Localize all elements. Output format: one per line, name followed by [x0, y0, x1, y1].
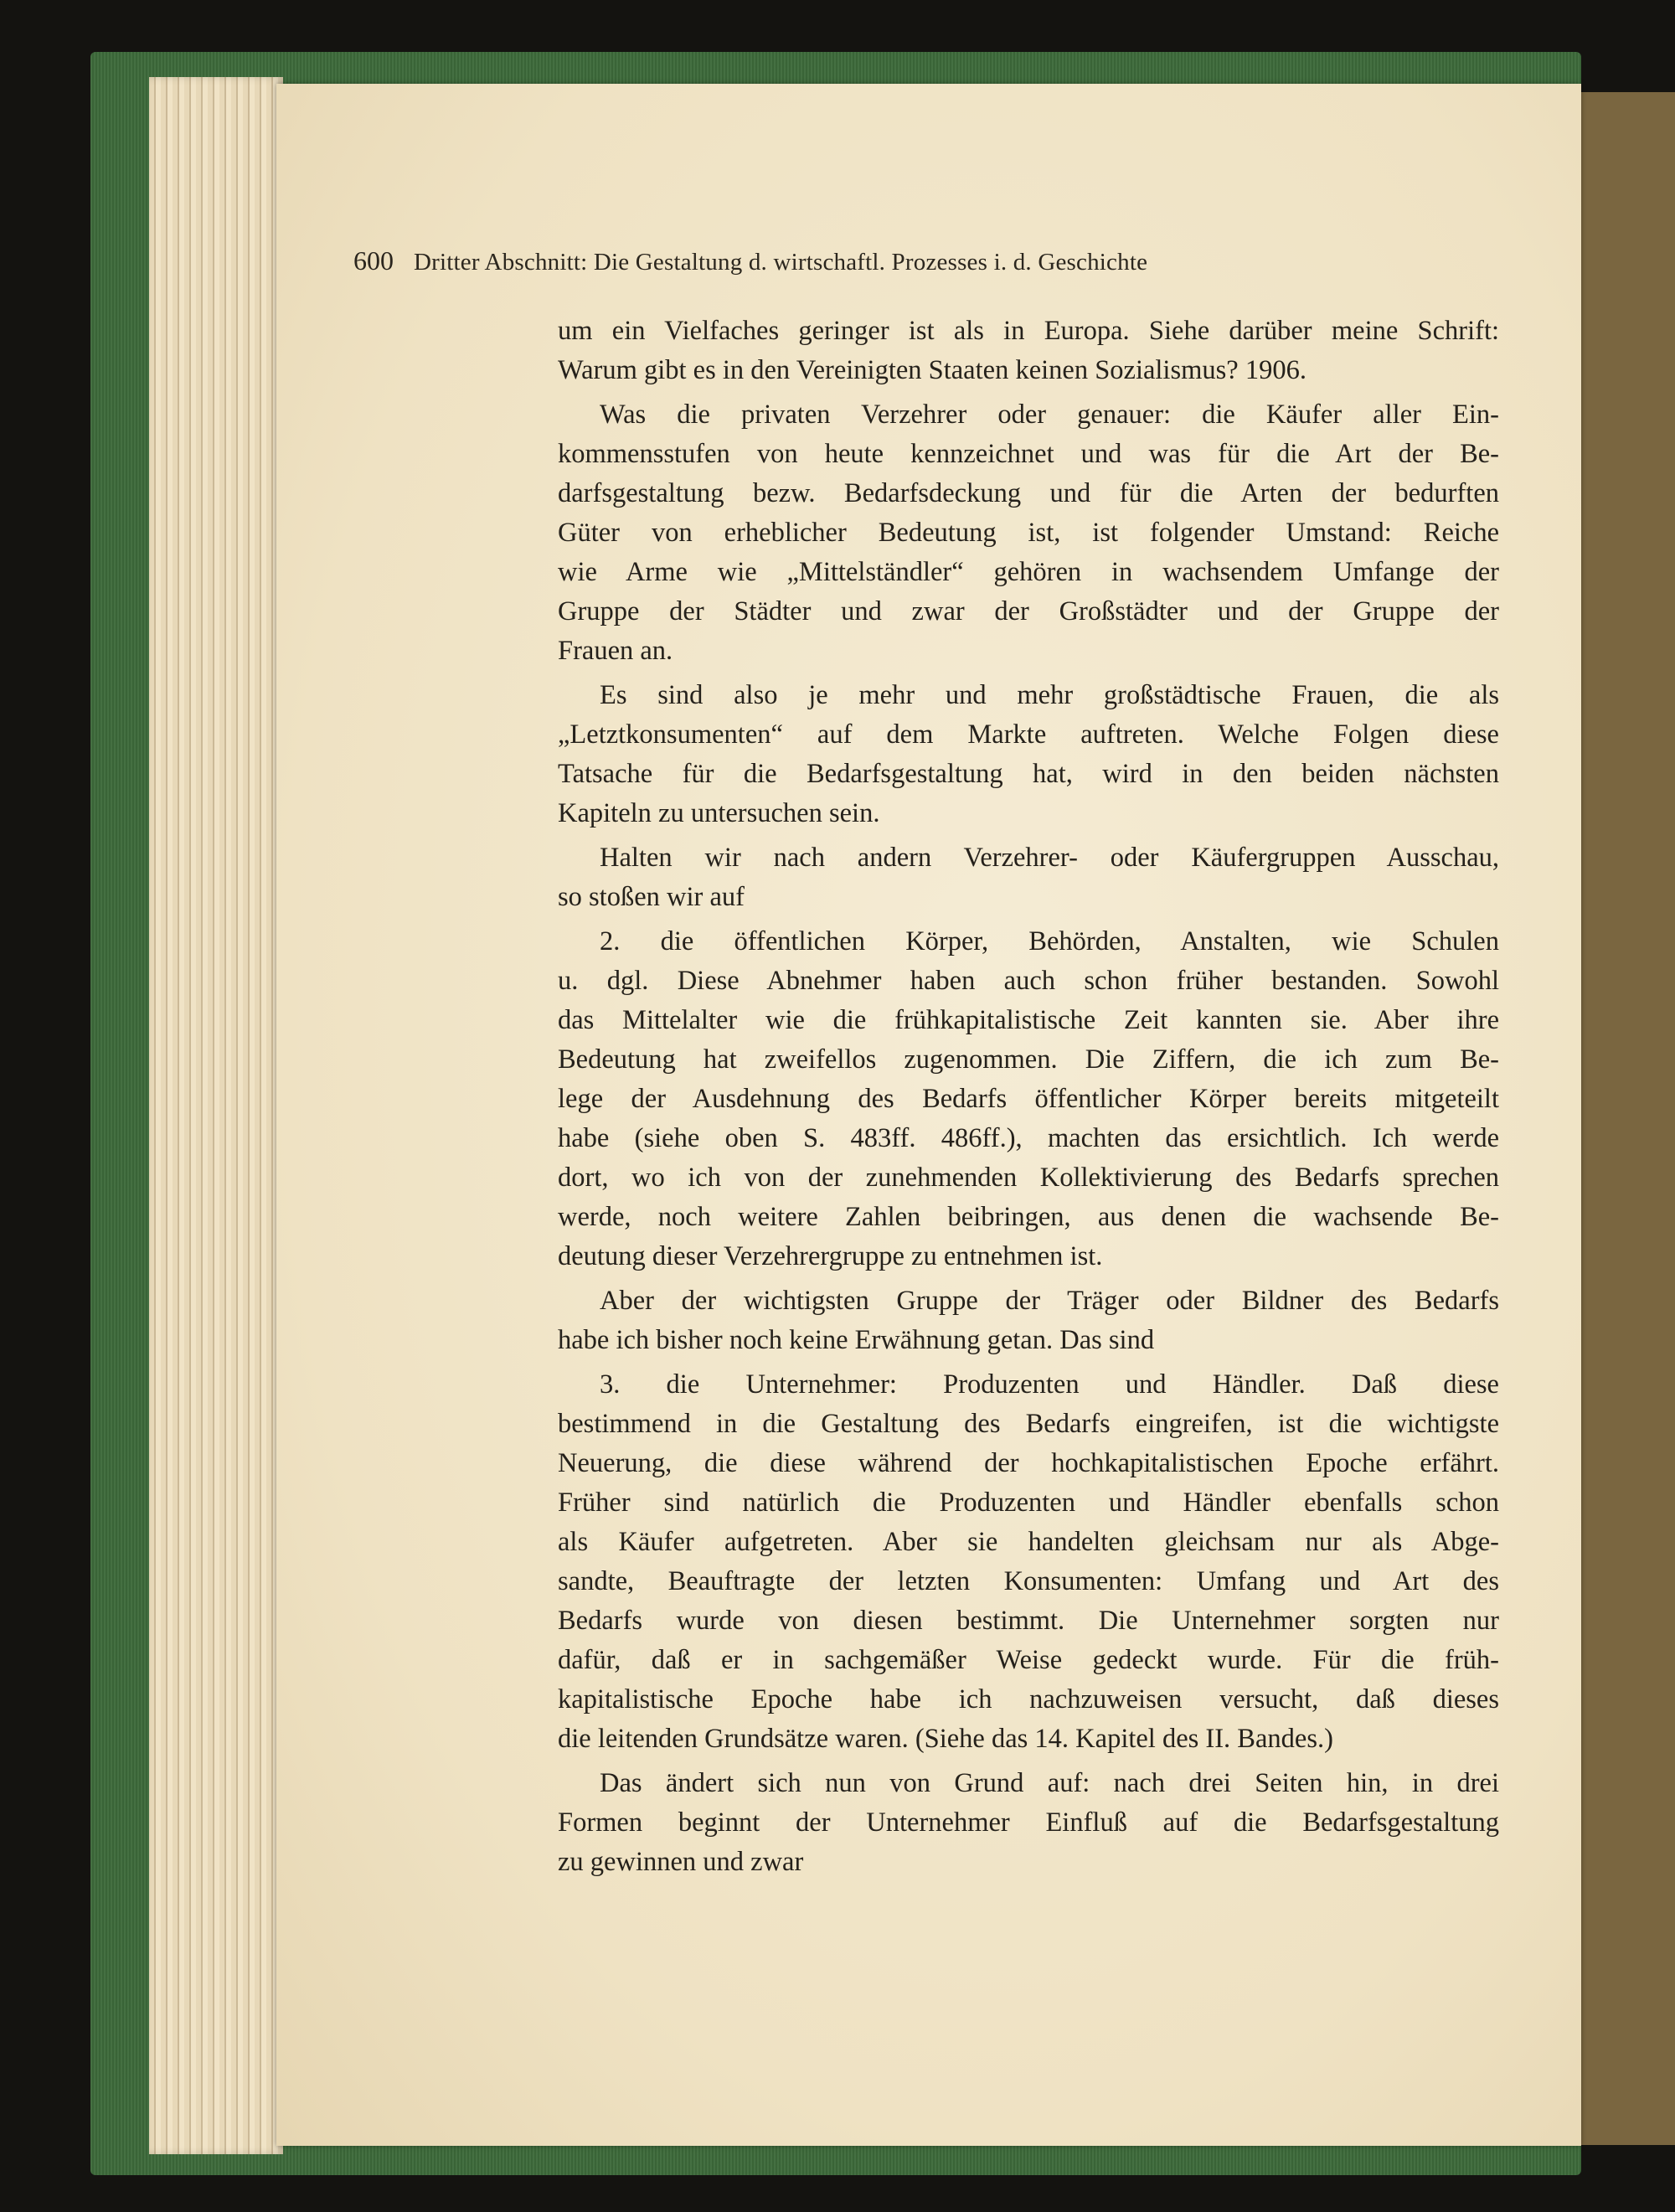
paragraph [558, 838, 1499, 917]
text-line: Was die privaten Verzehrer oder genauer: die Käufer aller Ein- [600, 400, 1499, 430]
text-line: dort, wo ich von der zunehmenden Kollektivierung des Bedarfs sprechen [558, 1163, 1499, 1193]
text-line: Bedeutung hat zweifellos zugenommen. Die Ziffern, die ich zum Be- [558, 1044, 1499, 1075]
text-line: sandte, Beauftragte der letzten Konsumenten: Umfang und Art des [558, 1566, 1499, 1596]
facing-page-edge [1574, 92, 1675, 2145]
text-line: habe (siehe oben S. 483ff. 486ff.), machten das ersichtlich. Ich werde [558, 1123, 1499, 1153]
text-line: um ein Vielfaches geringer ist als in Europa. Siehe darüber meine Schrift: [558, 316, 1499, 346]
page-number: 600 [353, 245, 394, 276]
paragraph [558, 312, 1499, 390]
text-line: Frauen an. [558, 636, 673, 666]
paragraph [558, 395, 1499, 671]
body-text [558, 312, 1499, 1882]
text-line: Güter von erheblicher Bedeutung ist, ist folgender Umstand: Reiche [558, 518, 1499, 548]
text-line: kapitalistische Epoche habe ich nachzuweisen versucht, daß dieses [558, 1684, 1499, 1714]
page-edges-stack [149, 77, 283, 2154]
text-line: u. dgl. Diese Abnehmer haben auch schon früher bestanden. Sowohl [558, 966, 1499, 996]
text-line: darfsgestaltung bezw. Bedarfsdeckung und für die Arten der bedurften [558, 478, 1499, 508]
text-line: Neuerung, die diese während der hochkapitalistischen Epoche erfährt. [558, 1448, 1499, 1478]
text-line: Formen beginnt der Unternehmer Einfluß auf die Bedarfsgestaltung [558, 1807, 1499, 1838]
paragraph [558, 1365, 1499, 1759]
text-line: kommensstufen von heute kennzeichnet und was für die Art der Be- [558, 439, 1499, 469]
text-line: lege der Ausdehnung des Bedarfs öffentlicher Körper bereits mitgeteilt [558, 1084, 1499, 1114]
text-line: zu gewinnen und zwar [558, 1847, 804, 1877]
text-line: als Käufer aufgetreten. Aber sie handelten gleichsam nur als Abge- [558, 1527, 1499, 1557]
text-line: bestimmend in die Gestaltung des Bedarfs eingreifen, ist die wichtigste [558, 1409, 1499, 1439]
text-line: werde, noch weitere Zahlen beibringen, aus denen die wachsende Be- [558, 1202, 1499, 1232]
text-line: so stoßen wir auf [558, 882, 745, 912]
paragraph [558, 1281, 1499, 1360]
paragraph [558, 922, 1499, 1276]
paragraph [558, 676, 1499, 833]
text-line: 2. die öffentlichen Körper, Behörden, Anstalten, wie Schulen [600, 926, 1499, 956]
text-line: die leitenden Grundsätze waren. (Siehe das 14. Kapitel des II. Bandes.) [558, 1724, 1333, 1754]
text-line: Kapiteln zu untersuchen sein. [558, 798, 880, 828]
text-line: Tatsache für die Bedarfsgestaltung hat, wird in den beiden nächsten [558, 759, 1499, 789]
text-line: wie Arme wie „Mittelständler“ gehören in wachsendem Umfange der [558, 557, 1499, 587]
running-header [353, 245, 1499, 286]
text-line: Bedarfs wurde von diesen bestimmt. Die Unternehmer sorgten nur [558, 1606, 1499, 1636]
text-line: Gruppe der Städter und zwar der Großstädter und der Gruppe der [558, 596, 1499, 626]
text-line: das Mittelalter wie die frühkapitalistische Zeit kannten sie. Aber ihre [558, 1005, 1499, 1035]
text-line: „Letztkonsumenten“ auf dem Markte auftreten. Welche Folgen diese [558, 719, 1499, 750]
text-line: Aber der wichtigsten Gruppe der Träger oder Bildner des Bedarfs [600, 1286, 1499, 1316]
text-line: Früher sind natürlich die Produzenten und Händler ebenfalls schon [558, 1488, 1499, 1518]
text-line: Halten wir nach andern Verzehrer- oder Käufergruppen Ausschau, [600, 843, 1499, 873]
text-line: deutung dieser Verzehrergruppe zu entnehmen ist. [558, 1241, 1103, 1271]
text-line: Warum gibt es in den Vereinigten Staaten keinen Sozialismus? 1906. [558, 355, 1306, 385]
paragraph [558, 1764, 1499, 1882]
text-line: Das ändert sich nun von Grund auf: nach drei Seiten hin, in drei [600, 1768, 1499, 1798]
running-title: Dritter Abschnitt: Die Gestaltung d. wirtschaftl. Prozesses i. d. Geschichte [414, 249, 1148, 276]
text-line: dafür, daß er in sachgemäßer Weise gedeckt wurde. Für die früh- [558, 1645, 1499, 1675]
text-line: Es sind also je mehr und mehr großstädtische Frauen, die als [600, 680, 1499, 710]
text-line: 3. die Unternehmer: Produzenten und Händler. Daß diese [600, 1369, 1499, 1400]
text-line: habe ich bisher noch keine Erwähnung getan. Das sind [558, 1325, 1155, 1355]
